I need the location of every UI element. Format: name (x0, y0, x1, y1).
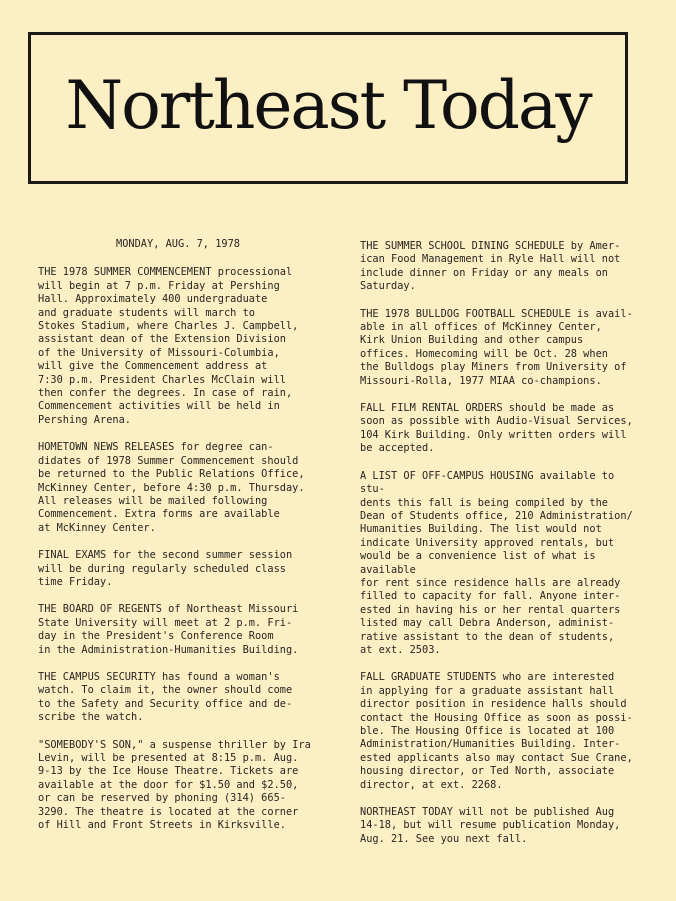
announcement-film-rental: FALL FILM RENTAL ORDERS should be made as soon as possible with Audio-Visual Services, 104 Kirk Building. Only written orders will be accepted. (360, 402, 633, 455)
announcement-off-campus-housing: A LIST OF OFF-CAMPUS HOUSING available to stu- dents this fall is being compiled by the Dean of Students office, 210 Administration/ Humanities Building. The list would not indicate University approved rentals, but would be a convenience list of what is available for rent since residence halls are already filled to capacity for fall. Anyone inter- ested in having his or her rental quarters listed may call Debra Anderson, administ- rative assistant to the dean of students, at ext. 2503. (360, 469, 633, 656)
masthead-title: Northeast Today (65, 67, 591, 144)
announcement-dining-schedule: THE SUMMER SCHOOL DINING SCHEDULE by Amer- ican Food Management in Ryle Hall will not include dinner on Friday or any meals on Saturday. (360, 240, 621, 293)
announcement-final-exams: FINAL EXAMS for the second summer session will be during regularly scheduled class time Friday. (38, 549, 293, 588)
announcement-news-releases: HOMETOWN NEWS RELEASES for degree can- didates of 1978 Summer Commencement should be returned to the Public Relations Office, McKinney Center, before 4:30 p.m. Thursday. All releases will be mailed following Commencement. Extra forms are available at McKinney Center. (38, 441, 305, 534)
announcement-theatre: "SOMEBODY'S SON," a suspense thriller by Ira Levin, will be presented at 8:15 p.m. Aug. 9-13 by the Ice House Theatre. Tickets are available at the door for $1.50 and $2.50, or can be reserved by phoning (314) 665- 3290. The theatre is located at the corner of Hill and Front Streets in Kirksville. (38, 738, 311, 832)
dateline: MONDAY, AUG. 7, 1978 (116, 238, 240, 250)
announcement-campus-security: THE CAMPUS SECURITY has found a woman's watch. To claim it, the owner should come to the Safety and Security office and de- scribe the watch. (38, 670, 293, 724)
right-column (360, 240, 640, 860)
announcement-publication-break: NORTHEAST TODAY will not be published Aug 14-18, but will resume publication Monday, Aug. 21. See you next fall. (360, 806, 621, 845)
announcement-board-of-regents: THE BOARD OF REGENTS of Northeast Missouri State University will meet at 2 p.m. Fri- day in the President's Conference Room in the Administration-Humanities Building. (38, 603, 299, 656)
left-column (38, 238, 318, 846)
announcement-football-schedule: THE 1978 BULLDOG FOOTBALL SCHEDULE is avail- able in all offices of McKinney Center, Kirk Union Building and other campus offices. Homecoming will be Oct. 28 when the Bulldogs play Miners from University of Missouri-Rolla, 1977 MIAA co-champions. (360, 307, 633, 387)
announcement-commencement: THE 1978 SUMMER COMMENCEMENT processional will begin at 7 p.m. Friday at Pershing Hall. Approximately 400 undergraduate and graduate students will march to Stokes Stadium, where Charles J. Campbell, assistant dean of the Extension Division of the University of Missouri-Columbia, will give the Commencement address at 7:30 p.m. President Charles McClain will then confer the degrees. In case of rain, Commencement activities will be held in Pershing Arena. (38, 266, 299, 426)
masthead (28, 32, 628, 184)
announcement-graduate-students: FALL GRADUATE STUDENTS who are interested in applying for a graduate assistant hall director position in residence halls should contact the Housing Office as soon as possi- ble. The Housing Office is located at 100 Administration/Humanities Building. Inter- ested applicants also may contact Sue Crane, housing director, or Ted North, associate director, at ext. 2268. (360, 671, 633, 791)
